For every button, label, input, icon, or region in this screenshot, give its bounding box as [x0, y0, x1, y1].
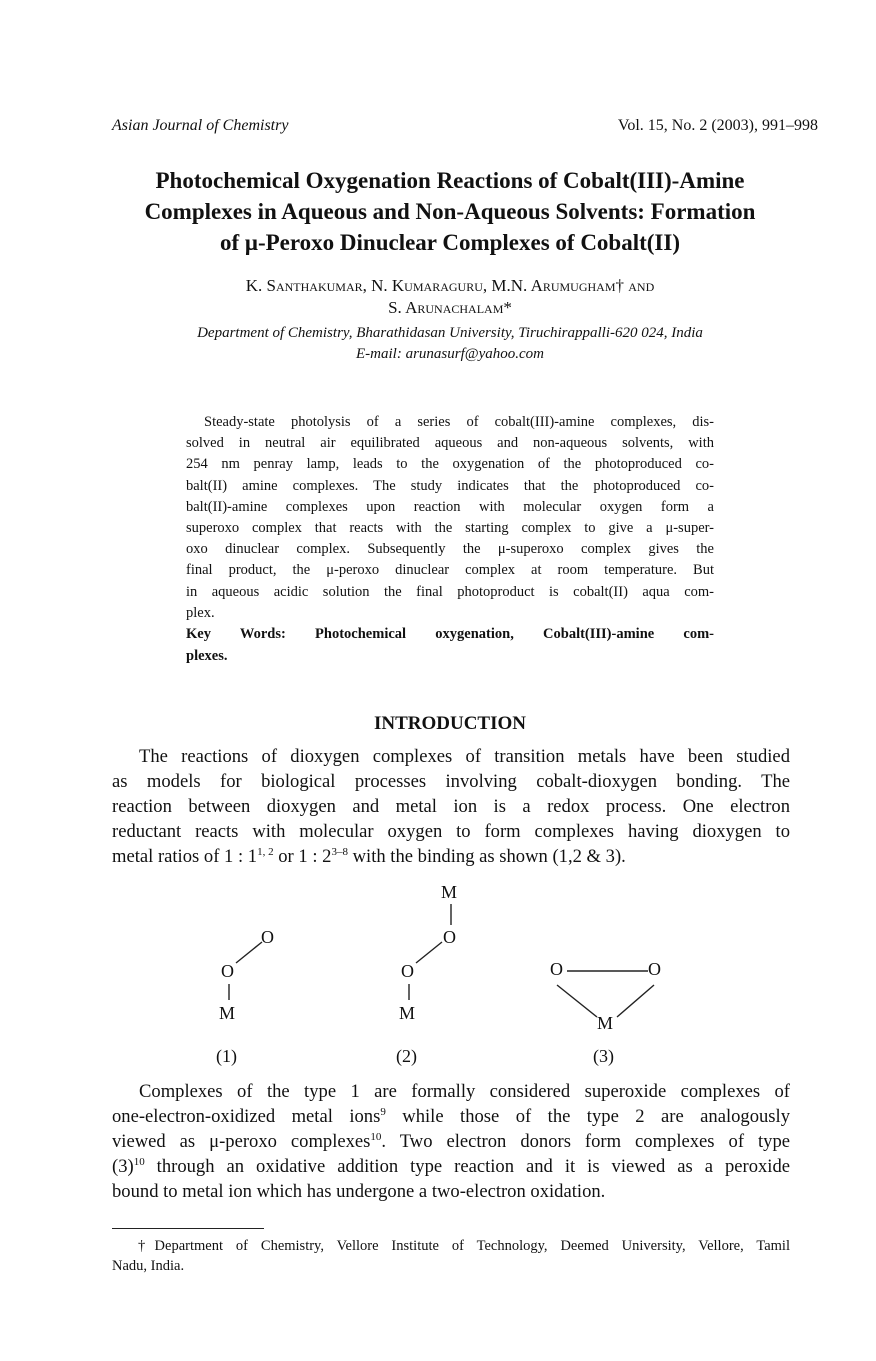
atom-o: O [261, 927, 274, 947]
keywords-line-2: plexes. [186, 648, 228, 664]
text-run: one-electron-oxidized metal ions [112, 1106, 381, 1127]
atom-metal: M [597, 1013, 614, 1033]
structure-label-1: (1) [216, 1046, 237, 1066]
footnote [112, 1236, 790, 1276]
title-line-2: Complexes in Aqueous and Non-Aqueous Solvents: Formation [144, 199, 756, 224]
footnote-rule [112, 1228, 264, 1229]
paragraph-line: reductant reacts with molecular oxygen to form complexes having dioxygen to [112, 821, 790, 842]
atom-o: O [401, 961, 414, 981]
paragraph-line [112, 1129, 790, 1154]
paragraph-line [112, 1154, 790, 1179]
keywords-line-1: Key Words: Photochemical oxygenation, Cobalt(III)-amine com- [186, 626, 714, 642]
citation: 9 [380, 1105, 386, 1118]
structure-label-3: (3) [593, 1046, 614, 1066]
paragraph-line: The reactions of dioxygen complexes of transition metals have been studied [139, 746, 790, 767]
intro-paragraph-2 [112, 1079, 790, 1204]
email: E-mail: arunasurf@yahoo.com [356, 346, 544, 362]
bond-o-m-3a [557, 985, 597, 1017]
footnote-line-2: Nadu, India. [112, 1258, 185, 1274]
footnote-line-1: †Department of Chemistry, Vellore Institute of Technology, Deemed University, Vellore, Tamil [138, 1238, 790, 1254]
paragraph-line: as models for biological processes involving cobalt-dioxygen bonding. The [112, 771, 790, 792]
bond-o-o-2 [416, 942, 442, 963]
abstract-line: final product, the μ-peroxo dinuclear complex at room temperature. But [186, 562, 714, 579]
citation: 1, 2 [257, 845, 274, 858]
abstract-line: oxo dinuclear complex. Subsequently the μ-superoxo complex gives the [186, 541, 714, 558]
atom-metal: M [219, 1003, 236, 1023]
abstract-line: in aqueous acidic solution the final photoproduct is cobalt(II) aqua com- [186, 583, 714, 600]
section-heading: INTRODUCTION [373, 713, 527, 734]
bond-o-m-3b [617, 985, 654, 1017]
abstract-line: solved in neutral air equilibrated aqueous and non-aqueous solvents, with [186, 435, 714, 452]
citation: 3–8 [331, 845, 348, 858]
authors-line-2: S. Arunachalam* [388, 298, 512, 317]
authors-line-1: K. Santhakumar, N. Kumaraguru, M.N. Arumugham† and [245, 276, 655, 295]
text-run: . Two electron donors form complexes of type [381, 1131, 790, 1152]
abstract-line: balt(II)-amine complexes upon reaction with molecular oxygen form a [186, 498, 714, 515]
bond-o-o-1 [236, 942, 262, 963]
text-run: through an oxidative addition type reaction and it is viewed as a peroxide [144, 1156, 790, 1177]
paragraph-line: reaction between dioxygen and metal ion is a redox process. One electron [112, 796, 790, 817]
paragraph-line: Complexes of the type 1 are formally considered superoxide complexes of [139, 1081, 790, 1102]
volume-info: Vol. 15, No. 2 (2003), 991–998 [617, 117, 818, 134]
text-run: viewed as μ-peroxo complexes [112, 1131, 371, 1152]
abstract-line: plex. [186, 604, 215, 621]
department: Department of Chemistry, Bharathidasan University, Tiruchirappalli-620 024, India [197, 325, 703, 341]
atom-o: O [221, 961, 234, 981]
title-line-3: of μ-Peroxo Dinuclear Complexes of Cobalt(II) [220, 230, 680, 255]
text-run: (3) [112, 1156, 134, 1177]
abstract-line: 254 nm penray lamp, leads to the oxygenation of the photoproduced co- [186, 456, 714, 473]
atom-o: O [550, 959, 563, 979]
text-run: while those of the type 2 are analogously [385, 1106, 791, 1127]
atom-metal: M [441, 882, 458, 902]
citation: 10 [370, 1130, 382, 1143]
atom-metal: M [399, 1003, 416, 1023]
atom-o: O [443, 927, 456, 947]
atom-o: O [648, 959, 661, 979]
paragraph-line: bound to metal ion which has undergone a two-electron oxidation. [112, 1181, 606, 1202]
citation: 10 [133, 1155, 145, 1168]
text-run: metal ratios of 1 : 1 [112, 846, 258, 867]
text-run: or 1 : 2 [273, 846, 332, 867]
abstract-line: superoxo complex that reacts with the starting complex to give a μ-super- [186, 520, 714, 537]
title-line-1: Photochemical Oxygenation Reactions of Cobalt(III)-Amine [155, 168, 745, 193]
abstract-line: Steady-state photolysis of a series of cobalt(III)-amine complexes, dis- [204, 414, 714, 430]
text-run: with the binding as shown (1,2 & 3). [347, 846, 626, 867]
structure-label-2: (2) [396, 1046, 417, 1066]
abstract-line: balt(II) amine complexes. The study indicates that the photoproduced co- [186, 477, 714, 494]
journal-name: Asian Journal of Chemistry [112, 117, 289, 134]
paragraph-line [112, 1104, 790, 1129]
